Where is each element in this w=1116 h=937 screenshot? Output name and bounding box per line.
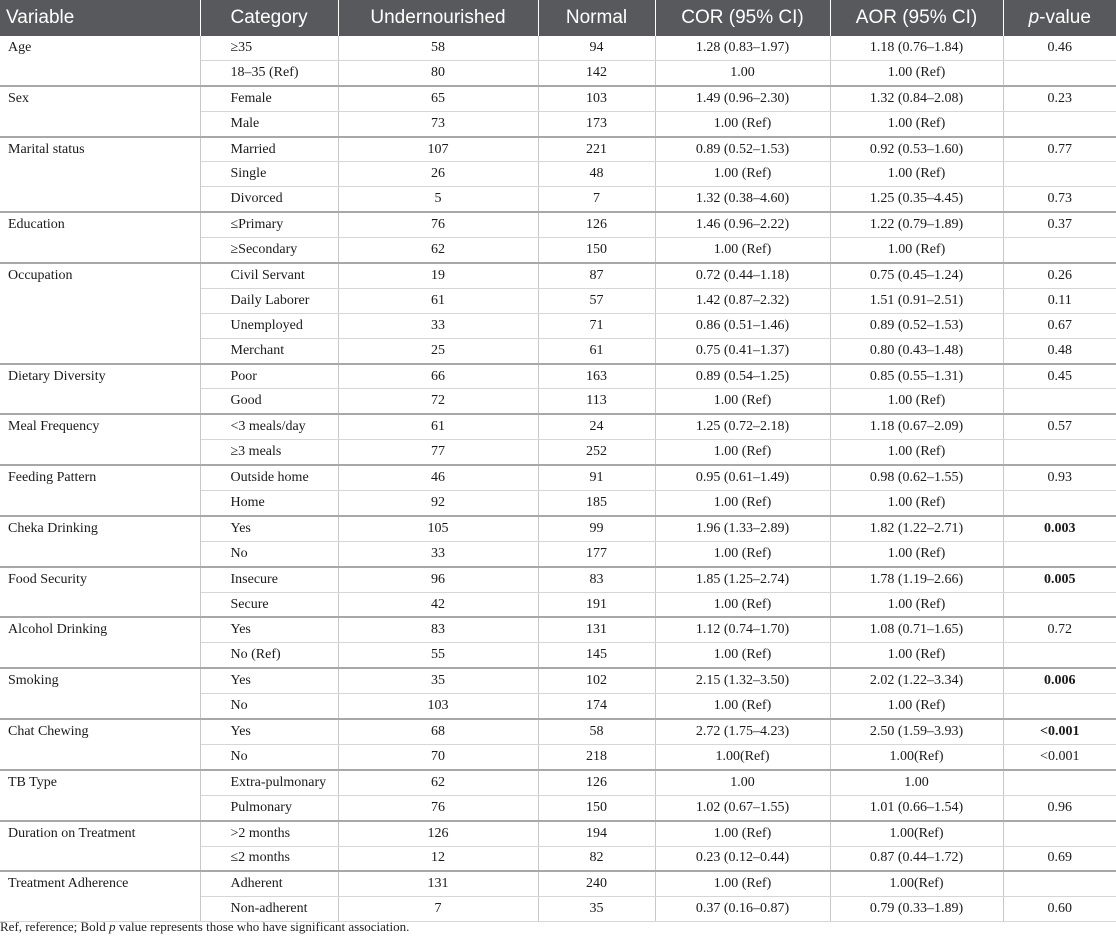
cell-normal: 163	[538, 364, 655, 389]
cell-normal: 82	[538, 846, 655, 871]
cell-undernourished: 7	[338, 897, 538, 922]
cell-variable: Education	[0, 212, 200, 263]
cell-undernourished: 65	[338, 86, 538, 111]
cell-cor: 1.00 (Ref)	[655, 440, 830, 465]
cell-cor: 1.00(Ref)	[655, 744, 830, 769]
cell-variable: Food Security	[0, 567, 200, 618]
cell-category: <3 meals/day	[200, 414, 338, 439]
cell-normal: 221	[538, 137, 655, 162]
cell-category: No (Ref)	[200, 643, 338, 668]
cell-category: Female	[200, 86, 338, 111]
cell-normal: 83	[538, 567, 655, 592]
cell-cor: 0.89 (0.52–1.53)	[655, 137, 830, 162]
table-row	[0, 719, 1116, 744]
cell-p-value	[1003, 60, 1116, 85]
cell-normal: 150	[538, 238, 655, 263]
table-row	[0, 821, 1116, 846]
cell-aor: 1.00	[830, 770, 1003, 795]
cell-undernourished: 70	[338, 744, 538, 769]
cell-aor: 1.00 (Ref)	[830, 491, 1003, 516]
cell-p-value	[1003, 111, 1116, 136]
cell-aor: 0.98 (0.62–1.55)	[830, 465, 1003, 490]
cell-p-value: 0.67	[1003, 313, 1116, 338]
cell-aor: 0.89 (0.52–1.53)	[830, 313, 1003, 338]
cell-aor: 1.32 (0.84–2.08)	[830, 86, 1003, 111]
cell-cor: 1.00	[655, 770, 830, 795]
cell-variable: Chat Chewing	[0, 719, 200, 770]
header-aor: AOR (95% CI)	[830, 0, 1003, 36]
cell-p-value: 0.003	[1003, 516, 1116, 541]
cell-aor: 1.00 (Ref)	[830, 440, 1003, 465]
cell-aor: 1.18 (0.76–1.84)	[830, 36, 1003, 60]
cell-normal: 99	[538, 516, 655, 541]
footnote-part2: value represents those who have significant association.	[115, 919, 410, 934]
cell-normal: 142	[538, 60, 655, 85]
cell-aor: 1.51 (0.91–2.51)	[830, 288, 1003, 313]
cell-category: No	[200, 744, 338, 769]
cell-aor: 1.00 (Ref)	[830, 592, 1003, 617]
cell-undernourished: 55	[338, 643, 538, 668]
cell-normal: 58	[538, 719, 655, 744]
table-row	[0, 212, 1116, 237]
cell-undernourished: 62	[338, 770, 538, 795]
table-row	[0, 263, 1116, 288]
cell-category: >2 months	[200, 821, 338, 846]
cell-p-value	[1003, 541, 1116, 566]
cell-category: Civil Servant	[200, 263, 338, 288]
cell-cor: 1.12 (0.74–1.70)	[655, 617, 830, 642]
table-row	[0, 364, 1116, 389]
cell-cor: 2.72 (1.75–4.23)	[655, 719, 830, 744]
table-row	[0, 567, 1116, 592]
cell-p-value: <0.001	[1003, 719, 1116, 744]
cell-aor: 1.00 (Ref)	[830, 389, 1003, 414]
cell-cor: 1.00 (Ref)	[655, 111, 830, 136]
cell-p-value	[1003, 389, 1116, 414]
cell-undernourished: 76	[338, 212, 538, 237]
cell-aor: 1.00 (Ref)	[830, 643, 1003, 668]
cell-category: Divorced	[200, 187, 338, 212]
cell-cor: 1.96 (1.33–2.89)	[655, 516, 830, 541]
cell-normal: 174	[538, 694, 655, 719]
cell-aor: 1.00 (Ref)	[830, 162, 1003, 187]
cell-cor: 1.00 (Ref)	[655, 694, 830, 719]
cell-variable: Meal Frequency	[0, 414, 200, 465]
cell-undernourished: 73	[338, 111, 538, 136]
header-cor: COR (95% CI)	[655, 0, 830, 36]
table-row	[0, 770, 1116, 795]
cell-cor: 1.00 (Ref)	[655, 162, 830, 187]
cell-undernourished: 61	[338, 288, 538, 313]
cell-cor: 1.42 (0.87–2.32)	[655, 288, 830, 313]
cell-undernourished: 26	[338, 162, 538, 187]
table-footnote	[0, 919, 409, 935]
header-p-italic: p	[1028, 7, 1040, 28]
cell-cor: 1.00 (Ref)	[655, 592, 830, 617]
cell-variable: Feeding Pattern	[0, 465, 200, 516]
cell-normal: 103	[538, 86, 655, 111]
cell-p-value	[1003, 238, 1116, 263]
cell-variable: Smoking	[0, 668, 200, 719]
cell-aor: 0.79 (0.33–1.89)	[830, 897, 1003, 922]
cell-p-value: 0.69	[1003, 846, 1116, 871]
cell-cor: 0.72 (0.44–1.18)	[655, 263, 830, 288]
cell-category: ≥Secondary	[200, 238, 338, 263]
cell-aor: 1.01 (0.66–1.54)	[830, 795, 1003, 820]
table-row	[0, 414, 1116, 439]
cell-category: Insecure	[200, 567, 338, 592]
cell-p-value: 0.45	[1003, 364, 1116, 389]
cell-variable: Duration on Treatment	[0, 821, 200, 872]
cell-aor: 1.00(Ref)	[830, 744, 1003, 769]
cell-p-value	[1003, 643, 1116, 668]
header-undernourished: Undernourished	[338, 0, 538, 36]
cell-undernourished: 5	[338, 187, 538, 212]
cell-normal: 126	[538, 212, 655, 237]
cell-variable: Occupation	[0, 263, 200, 364]
cell-undernourished: 62	[338, 238, 538, 263]
cell-aor: 2.02 (1.22–3.34)	[830, 668, 1003, 693]
cell-cor: 1.00 (Ref)	[655, 821, 830, 846]
table-row	[0, 516, 1116, 541]
cell-normal: 177	[538, 541, 655, 566]
cell-normal: 48	[538, 162, 655, 187]
cell-undernourished: 72	[338, 389, 538, 414]
cell-variable: Cheka Drinking	[0, 516, 200, 567]
cell-normal: 218	[538, 744, 655, 769]
cell-category: No	[200, 694, 338, 719]
cell-undernourished: 103	[338, 694, 538, 719]
cell-undernourished: 61	[338, 414, 538, 439]
cell-normal: 173	[538, 111, 655, 136]
table-row	[0, 86, 1116, 111]
cell-normal: 24	[538, 414, 655, 439]
cell-p-value: 0.96	[1003, 795, 1116, 820]
cell-aor: 1.25 (0.35–4.45)	[830, 187, 1003, 212]
table-row	[0, 36, 1116, 60]
cell-p-value: 0.48	[1003, 338, 1116, 363]
cell-p-value	[1003, 871, 1116, 896]
footnote-part1: Ref, reference; Bold	[0, 919, 110, 934]
cell-cor: 1.85 (1.25–2.74)	[655, 567, 830, 592]
cell-normal: 7	[538, 187, 655, 212]
cell-cor: 0.86 (0.51–1.46)	[655, 313, 830, 338]
cell-undernourished: 12	[338, 846, 538, 871]
table-row	[0, 465, 1116, 490]
table-header	[0, 0, 1116, 36]
cell-cor: 1.46 (0.96–2.22)	[655, 212, 830, 237]
table-row	[0, 137, 1116, 162]
cell-aor: 2.50 (1.59–3.93)	[830, 719, 1003, 744]
cell-aor: 0.75 (0.45–1.24)	[830, 263, 1003, 288]
cell-category: Yes	[200, 668, 338, 693]
cell-p-value: 0.11	[1003, 288, 1116, 313]
cell-category: Poor	[200, 364, 338, 389]
table-body	[0, 36, 1116, 922]
cell-category: Yes	[200, 516, 338, 541]
cell-undernourished: 42	[338, 592, 538, 617]
cell-category: Secure	[200, 592, 338, 617]
cell-p-value	[1003, 162, 1116, 187]
cell-normal: 102	[538, 668, 655, 693]
cell-normal: 240	[538, 871, 655, 896]
cell-category: Daily Laborer	[200, 288, 338, 313]
cell-p-value: 0.72	[1003, 617, 1116, 642]
cell-category: 18–35 (Ref)	[200, 60, 338, 85]
cell-variable: Treatment Adherence	[0, 871, 200, 921]
cell-normal: 94	[538, 36, 655, 60]
cell-category: Married	[200, 137, 338, 162]
cell-variable: Dietary Diversity	[0, 364, 200, 415]
cell-undernourished: 25	[338, 338, 538, 363]
cell-cor: 0.37 (0.16–0.87)	[655, 897, 830, 922]
cell-cor: 1.00 (Ref)	[655, 491, 830, 516]
cell-category: ≥3 meals	[200, 440, 338, 465]
cell-aor: 1.22 (0.79–1.89)	[830, 212, 1003, 237]
cell-undernourished: 92	[338, 491, 538, 516]
cell-cor: 0.75 (0.41–1.37)	[655, 338, 830, 363]
cell-normal: 35	[538, 897, 655, 922]
cell-aor: 1.00 (Ref)	[830, 541, 1003, 566]
cell-cor: 0.95 (0.61–1.49)	[655, 465, 830, 490]
cell-aor: 1.82 (1.22–2.71)	[830, 516, 1003, 541]
cell-cor: 2.15 (1.32–3.50)	[655, 668, 830, 693]
cell-undernourished: 58	[338, 36, 538, 60]
cell-category: Single	[200, 162, 338, 187]
cell-variable: Age	[0, 36, 200, 86]
cell-p-value: <0.001	[1003, 744, 1116, 769]
cell-aor: 1.00 (Ref)	[830, 694, 1003, 719]
cell-category: No	[200, 541, 338, 566]
footnote-italic-p: p	[109, 919, 116, 934]
cell-normal: 91	[538, 465, 655, 490]
cell-cor: 1.25 (0.72–2.18)	[655, 414, 830, 439]
table-row	[0, 668, 1116, 693]
header-p-value	[1003, 0, 1116, 36]
cell-undernourished: 80	[338, 60, 538, 85]
cell-variable: TB Type	[0, 770, 200, 821]
cell-aor: 1.00(Ref)	[830, 821, 1003, 846]
cell-category: Yes	[200, 617, 338, 642]
header-category: Category	[200, 0, 338, 36]
cell-cor: 1.28 (0.83–1.97)	[655, 36, 830, 60]
cell-p-value: 0.37	[1003, 212, 1116, 237]
cell-p-value: 0.005	[1003, 567, 1116, 592]
cell-normal: 87	[538, 263, 655, 288]
cell-category: Male	[200, 111, 338, 136]
cell-cor: 1.32 (0.38–4.60)	[655, 187, 830, 212]
cell-p-value: 0.60	[1003, 897, 1116, 922]
cell-aor: 1.00 (Ref)	[830, 111, 1003, 136]
cell-aor: 1.08 (0.71–1.65)	[830, 617, 1003, 642]
cell-category: Non-adherent	[200, 897, 338, 922]
cell-normal: 191	[538, 592, 655, 617]
cell-cor: 1.00 (Ref)	[655, 871, 830, 896]
cell-undernourished: 68	[338, 719, 538, 744]
cell-category: Yes	[200, 719, 338, 744]
cell-p-value	[1003, 694, 1116, 719]
cell-p-value: 0.006	[1003, 668, 1116, 693]
cell-p-value	[1003, 491, 1116, 516]
cell-cor: 1.00 (Ref)	[655, 389, 830, 414]
cell-variable: Marital status	[0, 137, 200, 213]
cell-category: Unemployed	[200, 313, 338, 338]
cell-cor: 1.02 (0.67–1.55)	[655, 795, 830, 820]
table-row	[0, 871, 1116, 896]
cell-category: ≤Primary	[200, 212, 338, 237]
table-row	[0, 617, 1116, 642]
cell-normal: 145	[538, 643, 655, 668]
cell-aor: 0.85 (0.55–1.31)	[830, 364, 1003, 389]
header-row	[0, 0, 1116, 36]
cell-cor: 0.23 (0.12–0.44)	[655, 846, 830, 871]
cell-normal: 131	[538, 617, 655, 642]
cell-category: ≥35	[200, 36, 338, 60]
cell-normal: 185	[538, 491, 655, 516]
cell-undernourished: 33	[338, 313, 538, 338]
header-variable: Variable	[0, 0, 200, 36]
cell-aor: 1.78 (1.19–2.66)	[830, 567, 1003, 592]
cell-normal: 126	[538, 770, 655, 795]
cell-cor: 1.49 (0.96–2.30)	[655, 86, 830, 111]
header-p-rest: -value	[1039, 7, 1091, 28]
cell-normal: 113	[538, 389, 655, 414]
cell-variable: Sex	[0, 86, 200, 137]
cell-aor: 1.00 (Ref)	[830, 60, 1003, 85]
cell-aor: 0.87 (0.44–1.72)	[830, 846, 1003, 871]
cell-undernourished: 77	[338, 440, 538, 465]
cell-category: Adherent	[200, 871, 338, 896]
cell-category: Extra-pulmonary	[200, 770, 338, 795]
header-normal: Normal	[538, 0, 655, 36]
cell-undernourished: 33	[338, 541, 538, 566]
cell-p-value	[1003, 821, 1116, 846]
cell-normal: 194	[538, 821, 655, 846]
cell-undernourished: 19	[338, 263, 538, 288]
cell-normal: 150	[538, 795, 655, 820]
cell-undernourished: 126	[338, 821, 538, 846]
cell-p-value: 0.26	[1003, 263, 1116, 288]
cell-category: Outside home	[200, 465, 338, 490]
cell-cor: 1.00 (Ref)	[655, 643, 830, 668]
cell-category: Merchant	[200, 338, 338, 363]
cell-aor: 1.18 (0.67–2.09)	[830, 414, 1003, 439]
cell-p-value: 0.73	[1003, 187, 1116, 212]
cell-undernourished: 66	[338, 364, 538, 389]
cell-undernourished: 96	[338, 567, 538, 592]
cell-p-value: 0.46	[1003, 36, 1116, 60]
cell-normal: 252	[538, 440, 655, 465]
cell-category: ≤2 months	[200, 846, 338, 871]
cell-undernourished: 35	[338, 668, 538, 693]
cell-aor: 1.00 (Ref)	[830, 238, 1003, 263]
cell-undernourished: 131	[338, 871, 538, 896]
cell-cor: 0.89 (0.54–1.25)	[655, 364, 830, 389]
cell-category: Pulmonary	[200, 795, 338, 820]
cell-undernourished: 83	[338, 617, 538, 642]
cell-aor: 0.92 (0.53–1.60)	[830, 137, 1003, 162]
cell-undernourished: 105	[338, 516, 538, 541]
cell-normal: 57	[538, 288, 655, 313]
cell-p-value: 0.57	[1003, 414, 1116, 439]
cell-undernourished: 107	[338, 137, 538, 162]
cell-p-value	[1003, 592, 1116, 617]
cell-p-value: 0.93	[1003, 465, 1116, 490]
cell-p-value: 0.77	[1003, 137, 1116, 162]
cell-aor: 1.00(Ref)	[830, 871, 1003, 896]
cell-category: Good	[200, 389, 338, 414]
cell-normal: 71	[538, 313, 655, 338]
cell-normal: 61	[538, 338, 655, 363]
cell-p-value	[1003, 770, 1116, 795]
cell-cor: 1.00 (Ref)	[655, 238, 830, 263]
cell-cor: 1.00 (Ref)	[655, 541, 830, 566]
cell-cor: 1.00	[655, 60, 830, 85]
cell-undernourished: 76	[338, 795, 538, 820]
cell-p-value	[1003, 440, 1116, 465]
cell-category: Home	[200, 491, 338, 516]
cell-variable: Alcohol Drinking	[0, 617, 200, 668]
cell-undernourished: 46	[338, 465, 538, 490]
cell-p-value: 0.23	[1003, 86, 1116, 111]
cell-aor: 0.80 (0.43–1.48)	[830, 338, 1003, 363]
